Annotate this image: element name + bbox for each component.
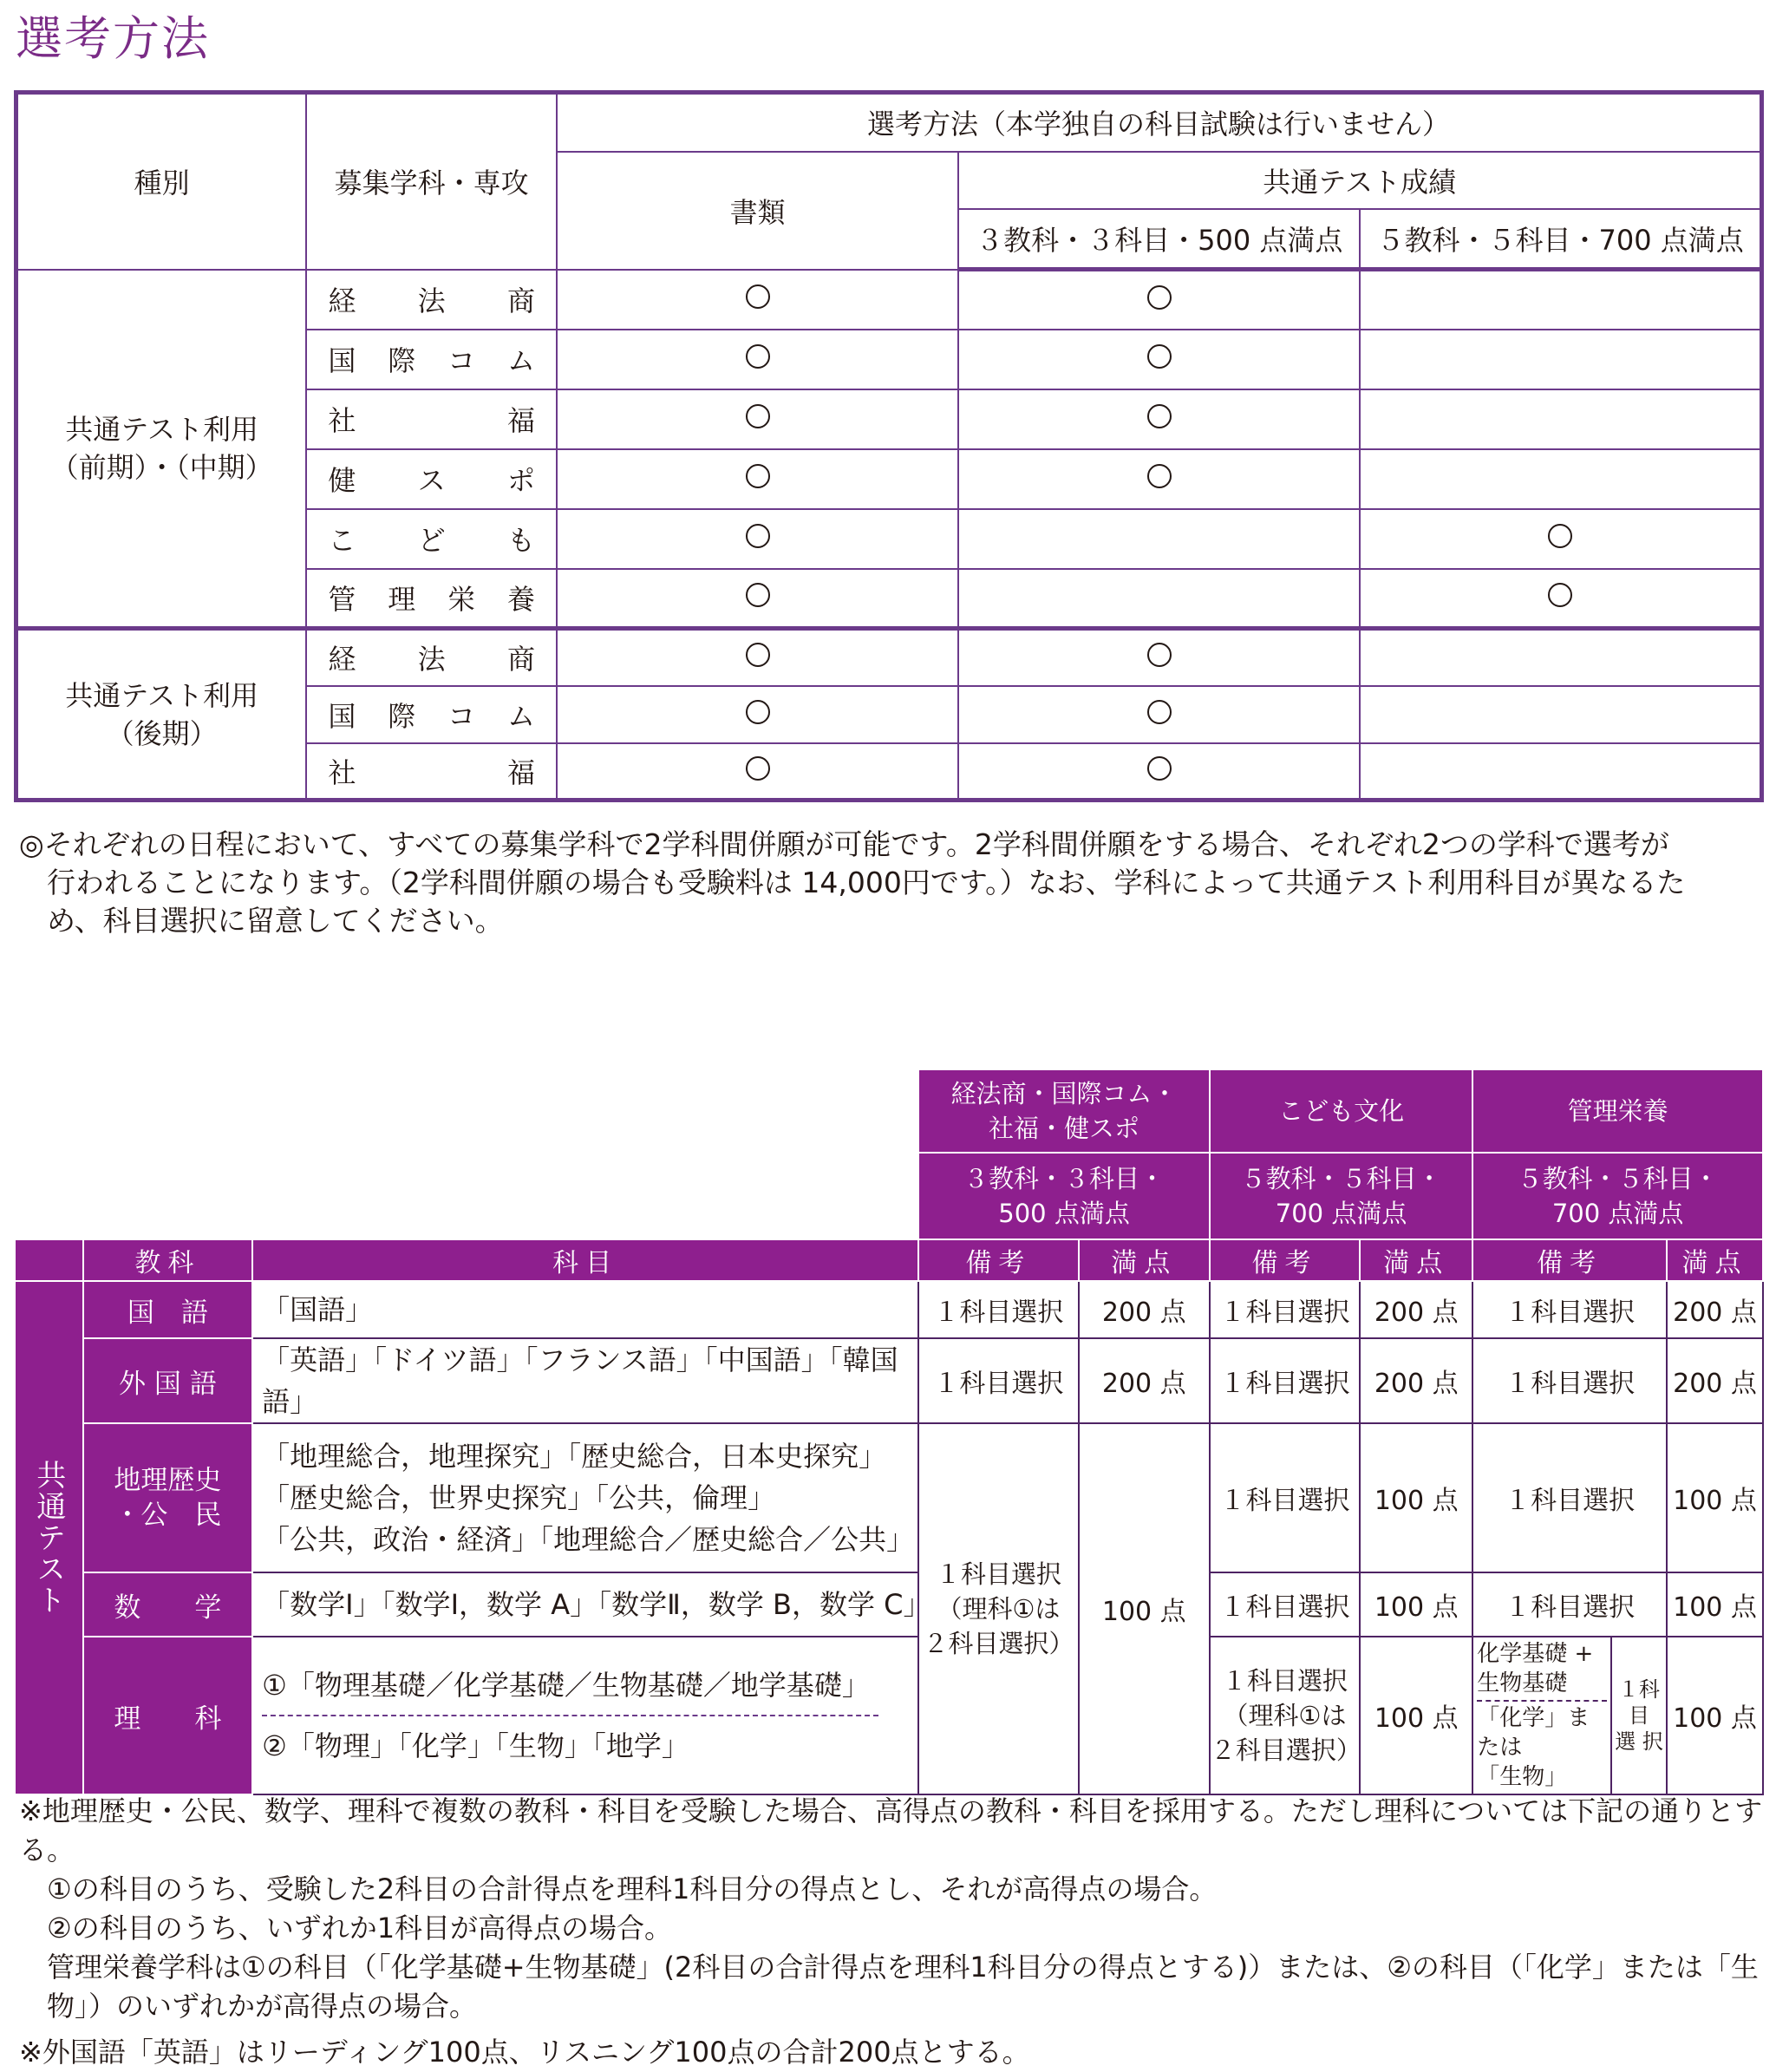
header-docs: 書類 xyxy=(557,152,958,270)
score-cell-merged: 100 点 xyxy=(1079,1423,1210,1794)
subject-list: 「英語」「ドイツ語」「フランス語」「中国語」「韓国語」 xyxy=(252,1338,918,1423)
group-score-keihosho: ３教科・３科目・ 500 点満点 xyxy=(918,1153,1210,1239)
note-scoring-rules: ※地理歴史・公民、数学、理科で複数の教科・科目を受験した場合、高得点の教科・科目を採用する。ただし理科については下記の通りとする。 ①の科目のうち、受験した2科目の合計得点を理科1科目分の得点とし、それが高得点の場合。 ②の科目のうち、いずれか1科目が高得点の場合。 管理栄養学科は①の科目（「化学基礎+生物基礎」(2科目の合計得点を理科1科目分の得点とする)）または、②の科目（「化学」または「生 物」）のいずれかが高得点の場合。 ※外国語「英語」はリーディング100点、リスニング100点の合計200点とする。 xyxy=(19,1794,1763,2069)
circle-mark xyxy=(746,404,770,428)
dept-cell: 社 福 xyxy=(306,389,557,449)
group-early-mid xyxy=(16,270,307,629)
col-header-kyouka: 教科 xyxy=(83,1239,253,1281)
score-cell: 100 点 xyxy=(1667,1637,1763,1794)
note-cell: １科目選択 xyxy=(1210,1423,1360,1572)
dept-cell: 経 法 商 xyxy=(306,270,557,330)
note-cell: １科目選択 xyxy=(918,1281,1078,1338)
note-double-application: ◎それぞれの日程において、すべての募集学科で2学科間併願が可能です。2学科間併願をする場合、それぞれ2つの学科で選考が 行われることになります。（2学科間併願の場合も受験料は 14,000円です。）なお、学科によって共通テスト利用科目が異なるた め、科目選択に留意してください。 xyxy=(19,827,1686,938)
note-cell: １科目選択 xyxy=(1210,1281,1360,1338)
circle-mark xyxy=(1548,524,1572,548)
circle-mark xyxy=(1147,344,1172,369)
col-header-biko: 備考 xyxy=(918,1239,1078,1281)
note-cell: １科目選択 xyxy=(918,1338,1078,1423)
dept-cell: 社 福 xyxy=(306,743,557,801)
score-cell: 100 点 xyxy=(1360,1637,1472,1794)
circle-mark xyxy=(1147,700,1172,724)
col-header-manten: 満点 xyxy=(1360,1239,1472,1281)
common-test-subject-table xyxy=(14,1069,1764,1795)
col-header-manten: 満点 xyxy=(1079,1239,1210,1281)
note-cell-merged: １科目選択 （理科①は ２科目選択） xyxy=(918,1423,1078,1794)
dept-cell: 国 際 コ ム xyxy=(306,686,557,743)
circle-mark xyxy=(1147,404,1172,428)
score-cell: 200 点 xyxy=(1360,1338,1472,1423)
header-5-subjects: ５教科・５科目・700 点満点 xyxy=(1360,209,1761,270)
header-3-subjects: ３教科・３科目・500 点満点 xyxy=(958,209,1360,270)
score-cell: 200 点 xyxy=(1360,1281,1472,1338)
dashed-divider xyxy=(262,1715,878,1716)
circle-mark xyxy=(1147,756,1172,781)
header-dept: 募集学科・専攻 xyxy=(306,93,557,270)
circle-mark xyxy=(746,344,770,369)
col-header-kamoku: 科目 xyxy=(252,1239,918,1281)
score-cell: 200 点 xyxy=(1079,1281,1210,1338)
circle-mark xyxy=(1147,464,1172,488)
header-method: 選考方法（本学独自の科目試験は行いません） xyxy=(557,93,1761,152)
score-cell: 100 点 xyxy=(1667,1572,1763,1637)
score-cell: 100 点 xyxy=(1360,1572,1472,1637)
score-cell: 200 点 xyxy=(1079,1338,1210,1423)
group-label: （後期） xyxy=(106,716,218,750)
group-label: （前期）・（中期） xyxy=(50,450,273,484)
group-header-kanri: 管理栄養 xyxy=(1472,1069,1763,1153)
col-header-biko: 備考 xyxy=(1472,1239,1667,1281)
note-cell: １科目選択 xyxy=(1472,1572,1667,1637)
score-cell: 200 点 xyxy=(1667,1281,1763,1338)
subject-chirirekishi: 地理歴史 ・公 民 xyxy=(83,1423,253,1572)
dept-cell: こ ど も xyxy=(306,509,557,569)
score-cell: 200 点 xyxy=(1667,1338,1763,1423)
page-title: 選考方法 xyxy=(16,11,210,66)
header-type: 種別 xyxy=(16,93,307,270)
subject-list: 「地理総合，地理探究」「歴史総合，日本史探究」 「歴史総合，世界史探究」「公共，倫理」 「公共，政治・経済」「地理総合／歴史総合／公共」 xyxy=(252,1423,918,1572)
note-cell: １科目選択 xyxy=(1210,1338,1360,1423)
dept-cell: 国 際 コ ム xyxy=(306,330,557,389)
group-late xyxy=(16,629,307,801)
circle-mark xyxy=(746,464,770,488)
selection-method-table xyxy=(14,90,1764,802)
header-common-test: 共通テスト成績 xyxy=(958,152,1761,209)
group-label: 共通テスト利用 xyxy=(65,412,259,446)
note-cell: １科目選択 xyxy=(1472,1338,1667,1423)
note-cell: １科目選択 xyxy=(1210,1572,1360,1637)
circle-mark xyxy=(746,700,770,724)
col-header-biko: 備考 xyxy=(1210,1239,1360,1281)
group-header-keihosho: 経法商・国際コム・ 社福・健スポ xyxy=(918,1069,1210,1153)
note-cell-rika-kanri: 化学基礎 + 生物基礎 「化学」または 「生物」 １科目 選 択 xyxy=(1472,1637,1667,1794)
group-score-kanri: ５教科・５科目・ 700 点満点 xyxy=(1472,1153,1763,1239)
subject-rika: 理 科 xyxy=(83,1637,253,1794)
group-header-kodomo: こども文化 xyxy=(1210,1069,1472,1153)
subject-list: ①「物理基礎／化学基礎／生物基礎／地学基礎」 ②「物理」「化学」「生物」「地学」 xyxy=(252,1637,918,1794)
note-cell: １科目選択 xyxy=(1472,1423,1667,1572)
circle-mark xyxy=(1147,643,1172,667)
subject-kokugo: 国 語 xyxy=(83,1281,253,1338)
circle-mark xyxy=(746,524,770,548)
circle-mark xyxy=(1147,285,1172,310)
subject-list: 「数学Ⅰ」「数学Ⅰ，数学 A」「数学Ⅱ，数学 B，数学 C」 xyxy=(252,1572,918,1637)
note-cell: １科目選択 xyxy=(1472,1281,1667,1338)
circle-mark xyxy=(1548,583,1572,607)
circle-mark xyxy=(746,643,770,667)
dept-cell: 経 法 商 xyxy=(306,629,557,686)
group-score-kodomo: ５教科・５科目・ 700 点満点 xyxy=(1210,1153,1472,1239)
col-header-manten: 満点 xyxy=(1667,1239,1763,1281)
circle-mark xyxy=(746,284,770,309)
subject-list: 「国語」 xyxy=(252,1281,918,1338)
dept-cell: 管 理 栄 養 xyxy=(306,569,557,629)
dept-cell: 健 ス ポ xyxy=(306,449,557,509)
score-cell: 100 点 xyxy=(1667,1423,1763,1572)
circle-mark xyxy=(746,756,770,781)
note-cell: １科目選択 （理科①は ２科目選択） xyxy=(1210,1637,1360,1794)
subject-sugaku: 数 学 xyxy=(83,1572,253,1637)
score-cell: 100 点 xyxy=(1360,1423,1472,1572)
group-label: 共通テスト利用 xyxy=(65,678,259,712)
circle-mark xyxy=(746,583,770,607)
side-label-common-test: 共通テスト xyxy=(15,1281,83,1794)
subject-gaikokugo: 外 国 語 xyxy=(83,1338,253,1423)
